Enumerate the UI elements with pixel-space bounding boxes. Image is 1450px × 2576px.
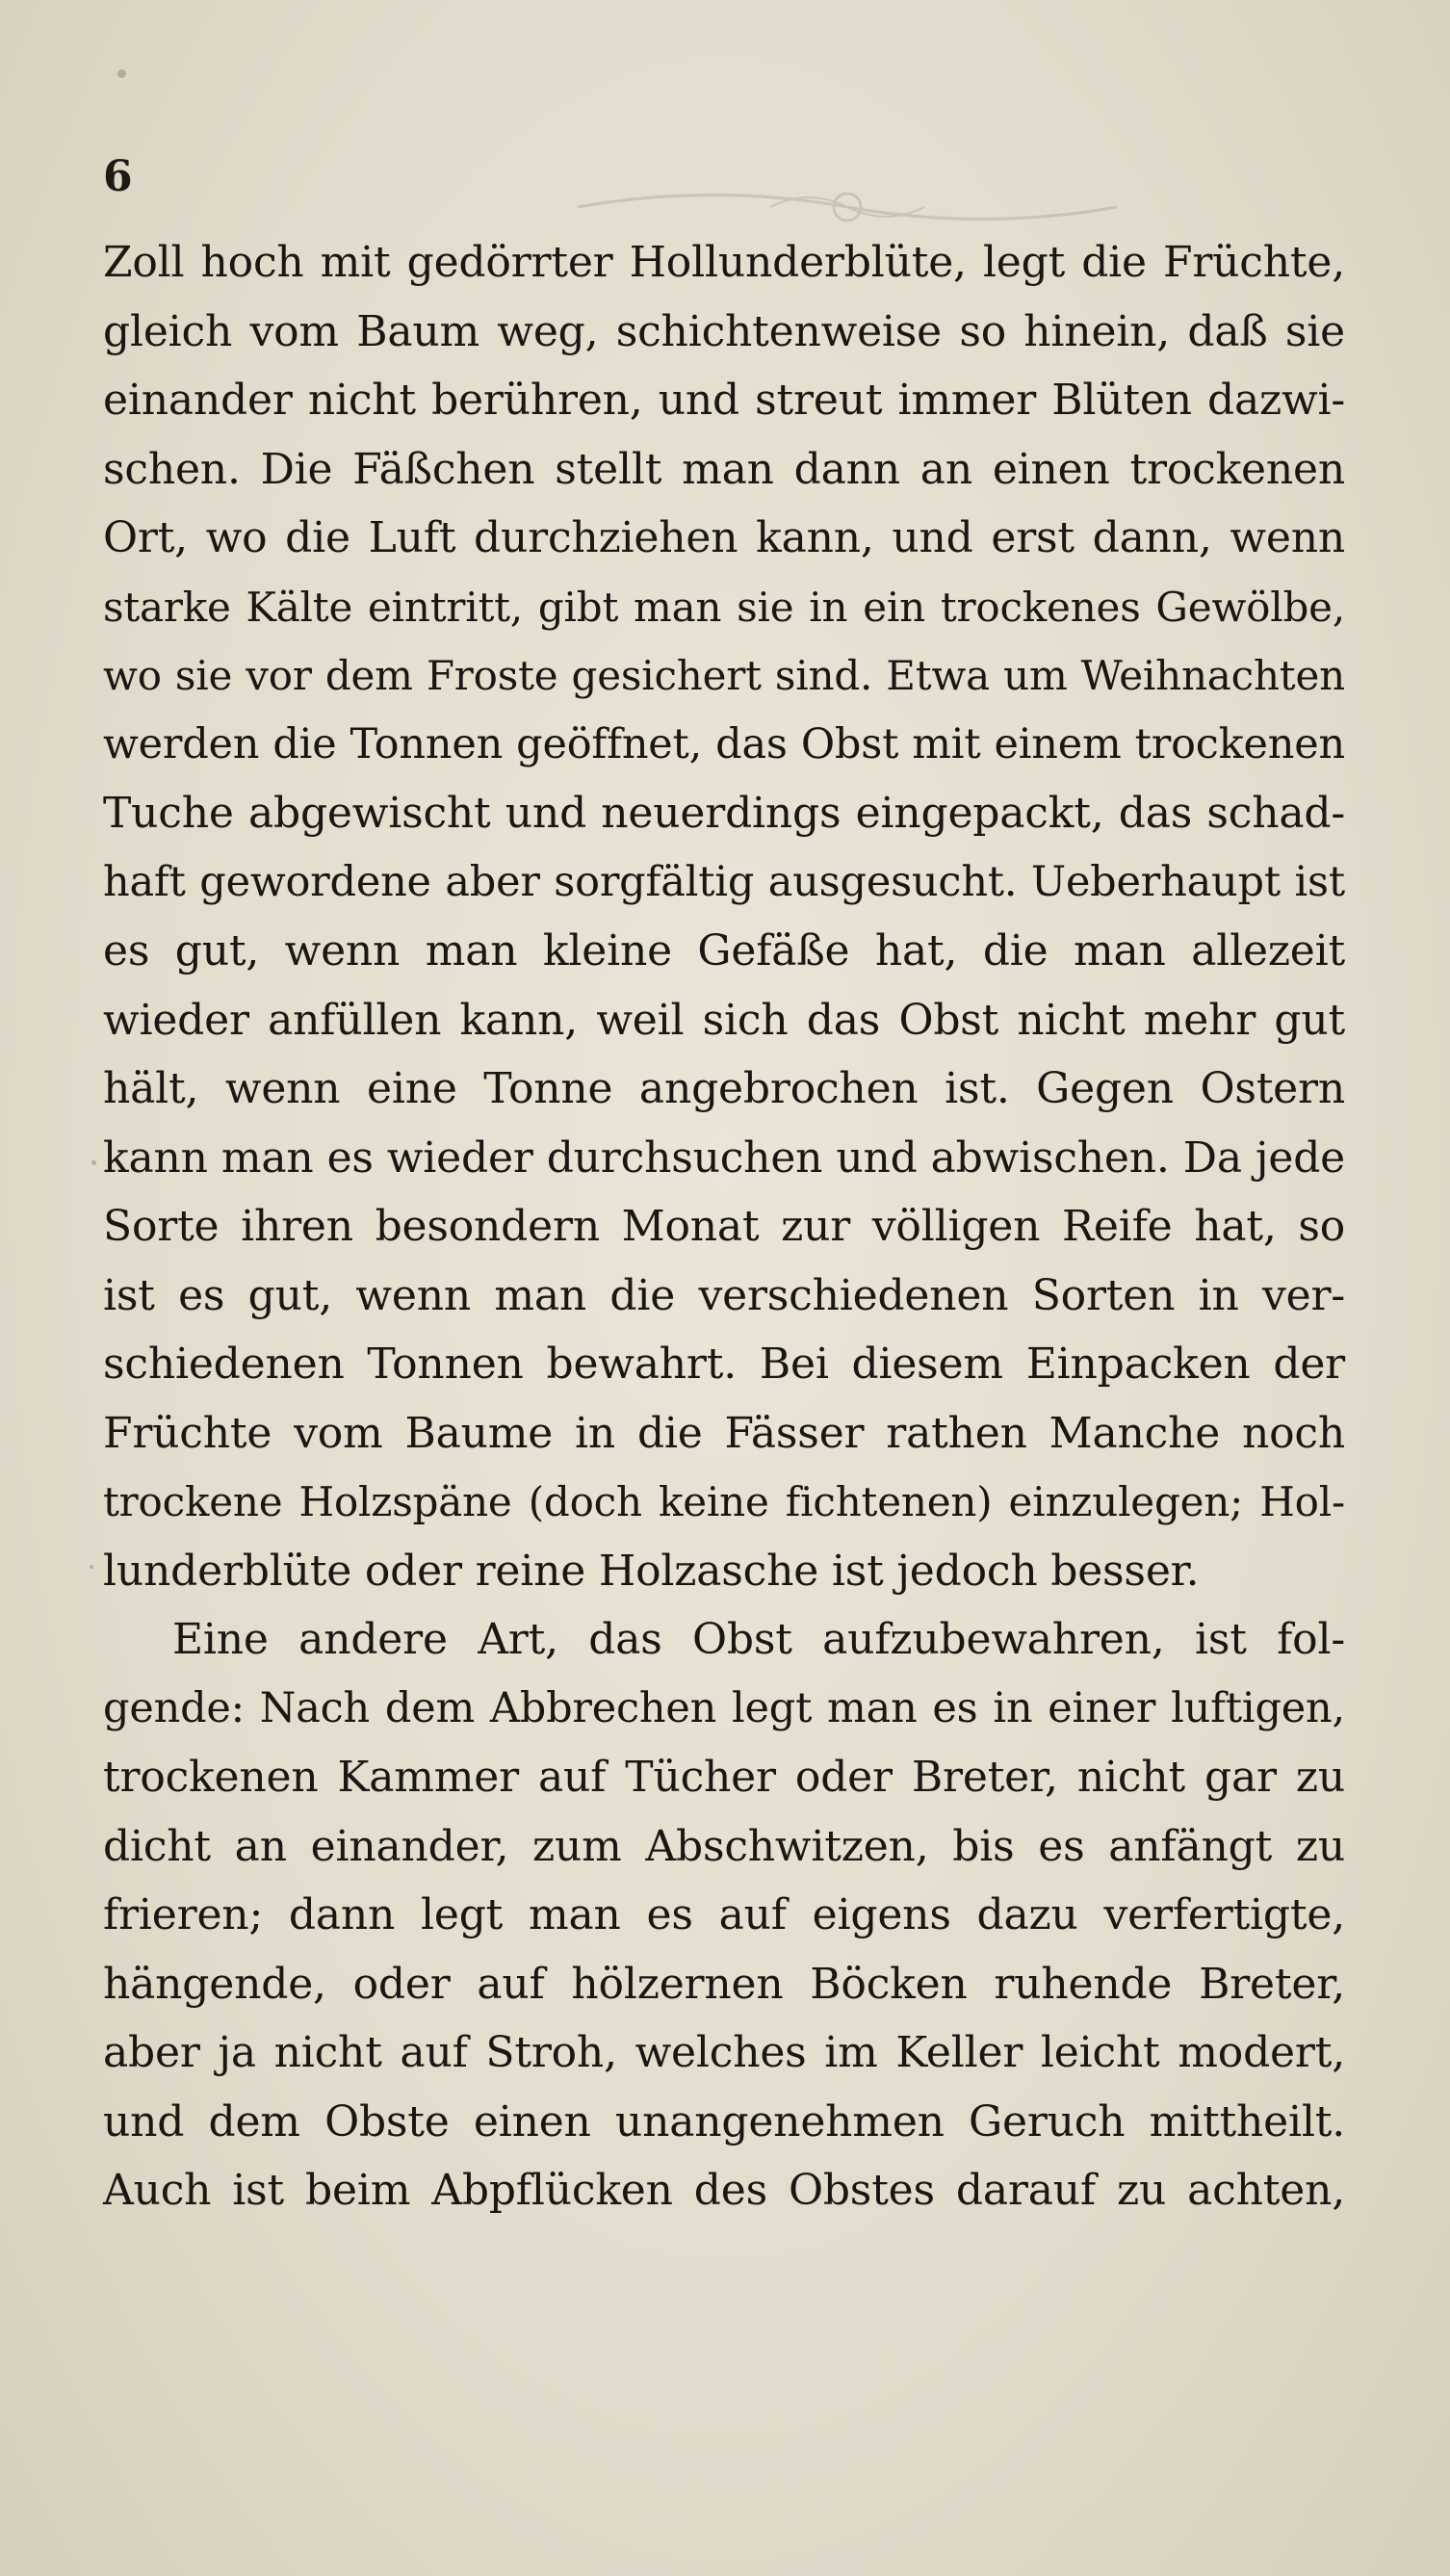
- text-line: haft gewordene aber sorgfältig ausgesucht. Ueberhaupt ist: [103, 857, 1345, 906]
- text-line: Ort, wo die Luft durchziehen kann, und erst dann, wenn: [103, 513, 1345, 562]
- text-line: dicht an einander, zum Abschwitzen, bis es anfängt zu: [103, 1821, 1345, 1871]
- text-line: Früchte vom Baume in die Fässer rathen Manche noch: [103, 1408, 1345, 1458]
- text-line: einander nicht berühren, und streut immer Blüten dazwi-: [103, 376, 1345, 425]
- text-line: wo sie vor dem Froste gesichert sind. Etwa um Weihnachten: [103, 652, 1345, 699]
- text-line: starke Kälte eintritt, gibt man sie in ein trockenes Gewölbe,: [103, 583, 1345, 631]
- bleed-through-ornament: [578, 178, 1117, 236]
- text-line: frieren; dann legt man es auf eigens dazu verfertigte,: [103, 1890, 1345, 1939]
- text-line: und dem Obste einen unangenehmen Geruch mittheilt.: [103, 2096, 1345, 2147]
- text-line: aber ja nicht auf Stroh, welches im Keller leicht modert,: [103, 2028, 1345, 2077]
- paper-speck: [91, 1160, 96, 1165]
- text-line: werden die Tonnen geöffnet, das Obst mit einem trockenen: [103, 719, 1345, 768]
- text-line: gende: Nach dem Abbrechen legt man es in einer luftigen,: [103, 1683, 1345, 1732]
- text-line: ist es gut, wenn man die verschiedenen Sorten in ver-: [103, 1270, 1345, 1320]
- body-text: [103, 228, 1345, 2225]
- text-line: Auch ist beim Abpflücken des Obstes darauf zu achten,: [103, 2166, 1345, 2215]
- text-line: trockenen Kammer auf Tücher oder Breter, nicht gar zu: [103, 1753, 1345, 1802]
- text-line: trockene Holzspäne (doch keine fichtenen) einzulegen; Hol-: [103, 1478, 1345, 1525]
- text-line: gleich vom Baum weg, schichtenweise so hinein, daß sie: [103, 306, 1345, 356]
- text-line: schiedenen Tonnen bewahrt. Bei diesem Einpacken der: [103, 1340, 1345, 1389]
- text-line: hängende, oder auf hölzernen Böcken ruhende Breter,: [103, 1959, 1345, 2009]
- text-line: wieder anfüllen kann, weil sich das Obst nicht mehr gut: [103, 995, 1345, 1045]
- text-line: kann man es wieder durchsuchen und abwischen. Da jede: [103, 1132, 1345, 1183]
- paper-speck: [117, 69, 126, 78]
- text-line: Sorte ihren besondern Monat zur völligen Reife hat, so: [103, 1202, 1345, 1251]
- text-line: Zoll hoch mit gedörrter Hollunderblüte, legt die Früchte,: [103, 238, 1345, 287]
- text-line: Tuche abgewischt und neuerdings eingepackt, das schad-: [103, 789, 1345, 838]
- page-number: 6: [103, 152, 133, 201]
- text-line: schen. Die Fäßchen stellt man dann an einen trockenen: [103, 444, 1345, 494]
- text-line: es gut, wenn man kleine Gefäße hat, die man allezeit: [103, 926, 1345, 976]
- text-line: lunderblüte oder reine Holzasche ist jedoch besser.: [103, 1546, 1200, 1596]
- text-line: Eine andere Art, das Obst aufzubewahren, ist fol-: [172, 1615, 1345, 1664]
- paper-speck: [90, 1565, 93, 1569]
- text-line: hält, wenn eine Tonne angebrochen ist. Gegen Ostern: [103, 1064, 1345, 1113]
